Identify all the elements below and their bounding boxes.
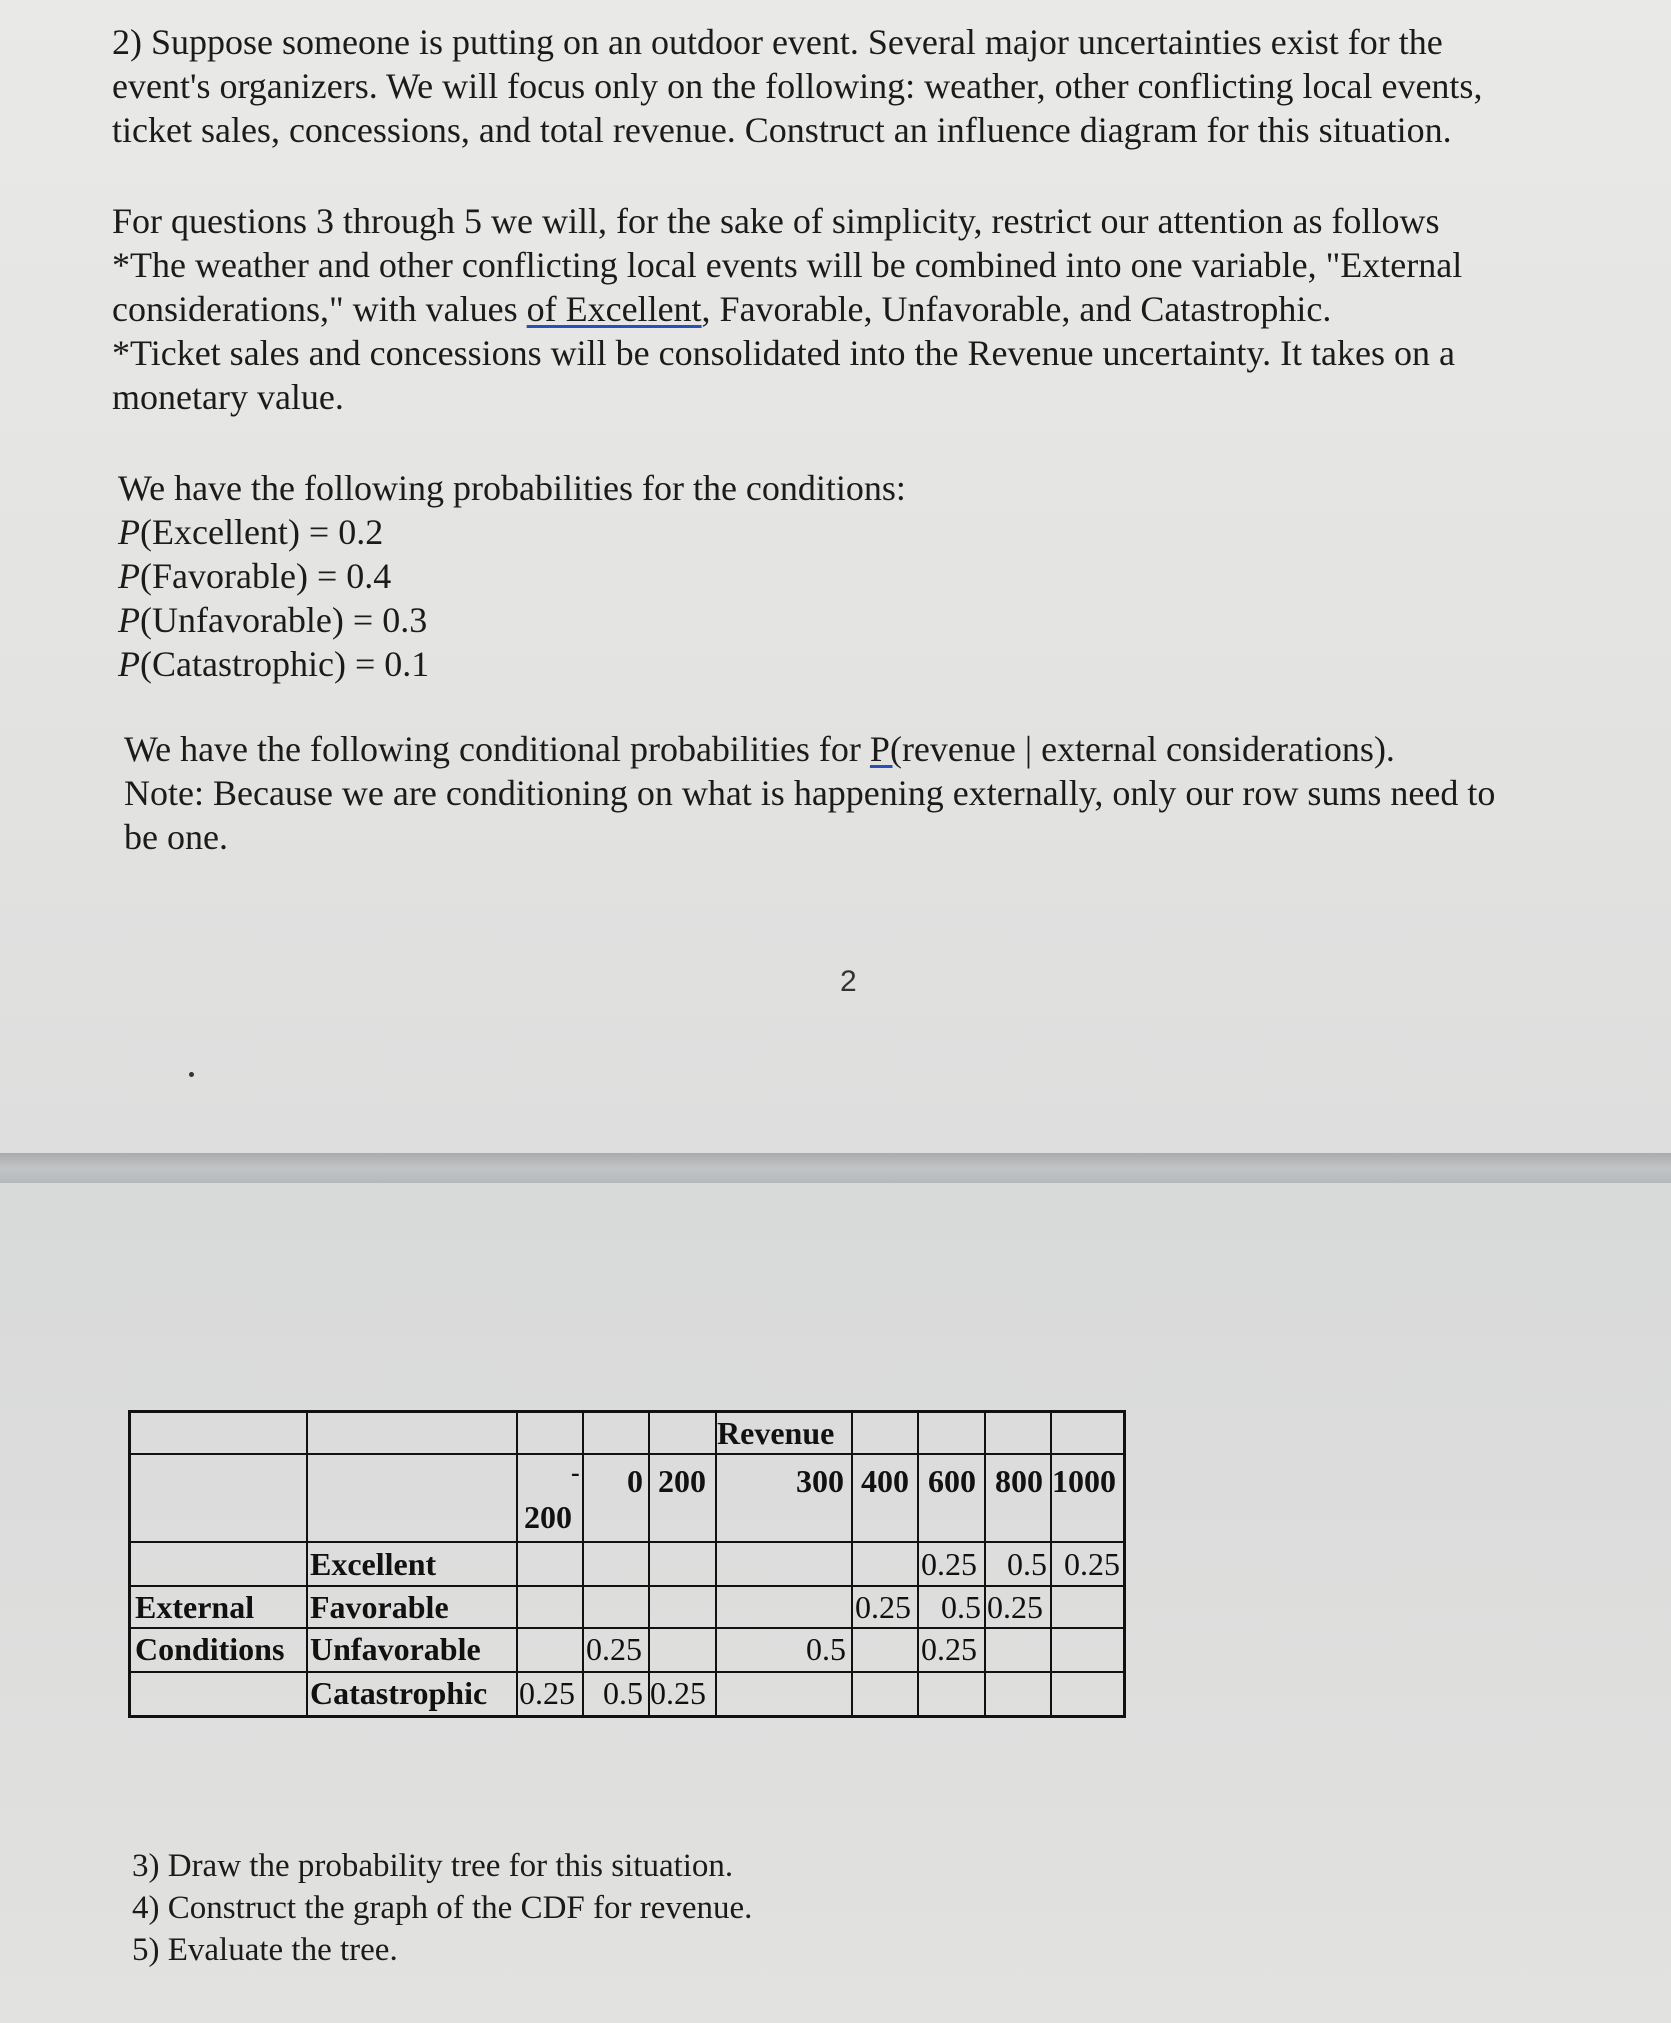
q2-line-1: 2) Suppose someone is putting on an outdoor event. Several major uncertainties exist for the bbox=[112, 22, 1443, 62]
question-5: 5) Evaluate the tree. bbox=[132, 1932, 398, 1968]
row-label-excellent: Excellent bbox=[310, 1546, 437, 1582]
restriction-paragraph bbox=[112, 199, 1592, 419]
revenue-0: 0 bbox=[627, 1463, 643, 1499]
page-separator bbox=[0, 1153, 1671, 1183]
cell-unfavorable-300: 0.5 bbox=[806, 1631, 846, 1667]
row-label-unfavorable: Unfavorable bbox=[310, 1631, 481, 1667]
cell-catastrophic-200: 0.25 bbox=[650, 1675, 706, 1711]
cond-line-1: We have the following conditional probabilities for P(revenue | external considerations). bbox=[124, 729, 1395, 769]
cell-unfavorable-600: 0.25 bbox=[921, 1631, 977, 1667]
restrict-line-2: *The weather and other conflicting local events will be combined into one variable, "External bbox=[112, 245, 1463, 285]
grid-hline bbox=[131, 1627, 1126, 1629]
revenue-1000: 1000 bbox=[1052, 1463, 1116, 1499]
restrict-line-1: For questions 3 through 5 we will, for the sake of simplicity, restrict our attention as follows bbox=[112, 201, 1440, 241]
prob-excellent: P(Excellent) = 0.2 bbox=[118, 512, 384, 552]
grid-hline bbox=[131, 1585, 1126, 1587]
cell-catastrophic-neg-200: 0.25 bbox=[519, 1675, 575, 1711]
q2-line-2: event's organizers. We will focus only on the following: weather, other conflicting local events, bbox=[112, 66, 1483, 106]
revenue-header: Revenue bbox=[717, 1415, 835, 1451]
row-label-catastrophic: Catastrophic bbox=[310, 1675, 488, 1711]
q2-line-3: ticket sales, concessions, and total revenue. Construct an influence diagram for this situation. bbox=[112, 110, 1452, 150]
row-header-external: External bbox=[135, 1589, 255, 1625]
revenue-800: 800 bbox=[995, 1463, 1043, 1499]
cell-favorable-400: 0.25 bbox=[855, 1589, 911, 1625]
cell-excellent-800: 0.5 bbox=[1007, 1546, 1047, 1582]
cell-favorable-600: 0.5 bbox=[941, 1589, 981, 1625]
grid-hline bbox=[131, 1541, 1126, 1543]
row-header-conditions: Conditions bbox=[135, 1631, 285, 1667]
cell-excellent-1000: 0.25 bbox=[1064, 1546, 1120, 1582]
conditional-paragraph bbox=[124, 727, 1604, 859]
cond-line-2: Note: Because we are conditioning on what is happening externally, only our row sums need to bbox=[124, 773, 1496, 813]
restrict-line-3: considerations," with values of Excellent, Favorable, Unfavorable, and Catastrophic. bbox=[112, 289, 1332, 329]
revenue-300: 300 bbox=[796, 1463, 844, 1499]
cell-excellent-600: 0.25 bbox=[921, 1546, 977, 1582]
cell-catastrophic-0: 0.5 bbox=[603, 1675, 643, 1711]
probs-intro: We have the following probabilities for the conditions: bbox=[118, 468, 906, 508]
row-label-favorable: Favorable bbox=[310, 1589, 449, 1625]
conditional-probability-table bbox=[128, 1410, 1126, 1718]
cell-unfavorable-0: 0.25 bbox=[586, 1631, 642, 1667]
prob-favorable: P(Favorable) = 0.4 bbox=[118, 556, 392, 596]
prob-catastrophic: P(Catastrophic) = 0.1 bbox=[118, 644, 430, 684]
restrict-line-5: monetary value. bbox=[112, 377, 344, 417]
grid-hline bbox=[131, 1453, 1126, 1455]
question-3: 3) Draw the probability tree for this situation. bbox=[132, 1848, 734, 1884]
prob-unfavorable: P(Unfavorable) = 0.3 bbox=[118, 600, 428, 640]
question-4: 4) Construct the graph of the CDF for revenue. bbox=[132, 1890, 753, 1926]
stray-mark bbox=[189, 1072, 194, 1077]
condition-probabilities bbox=[118, 466, 1598, 686]
negative-sign: - bbox=[571, 1458, 580, 1487]
restrict-line-4: *Ticket sales and concessions will be consolidated into the Revenue uncertainty. It takes on a bbox=[112, 333, 1456, 373]
grid-hline bbox=[131, 1671, 1126, 1673]
questions-list bbox=[132, 1845, 752, 1971]
cond-line-3: be one. bbox=[124, 817, 228, 857]
cell-favorable-800: 0.25 bbox=[987, 1589, 1043, 1625]
revenue-600: 600 bbox=[928, 1463, 976, 1499]
revenue-400: 400 bbox=[861, 1463, 909, 1499]
page-number: 2 bbox=[840, 965, 857, 998]
revenue-neg-200: 200 bbox=[524, 1499, 572, 1535]
revenue-200: 200 bbox=[658, 1463, 706, 1499]
question-2-paragraph bbox=[112, 20, 1592, 152]
